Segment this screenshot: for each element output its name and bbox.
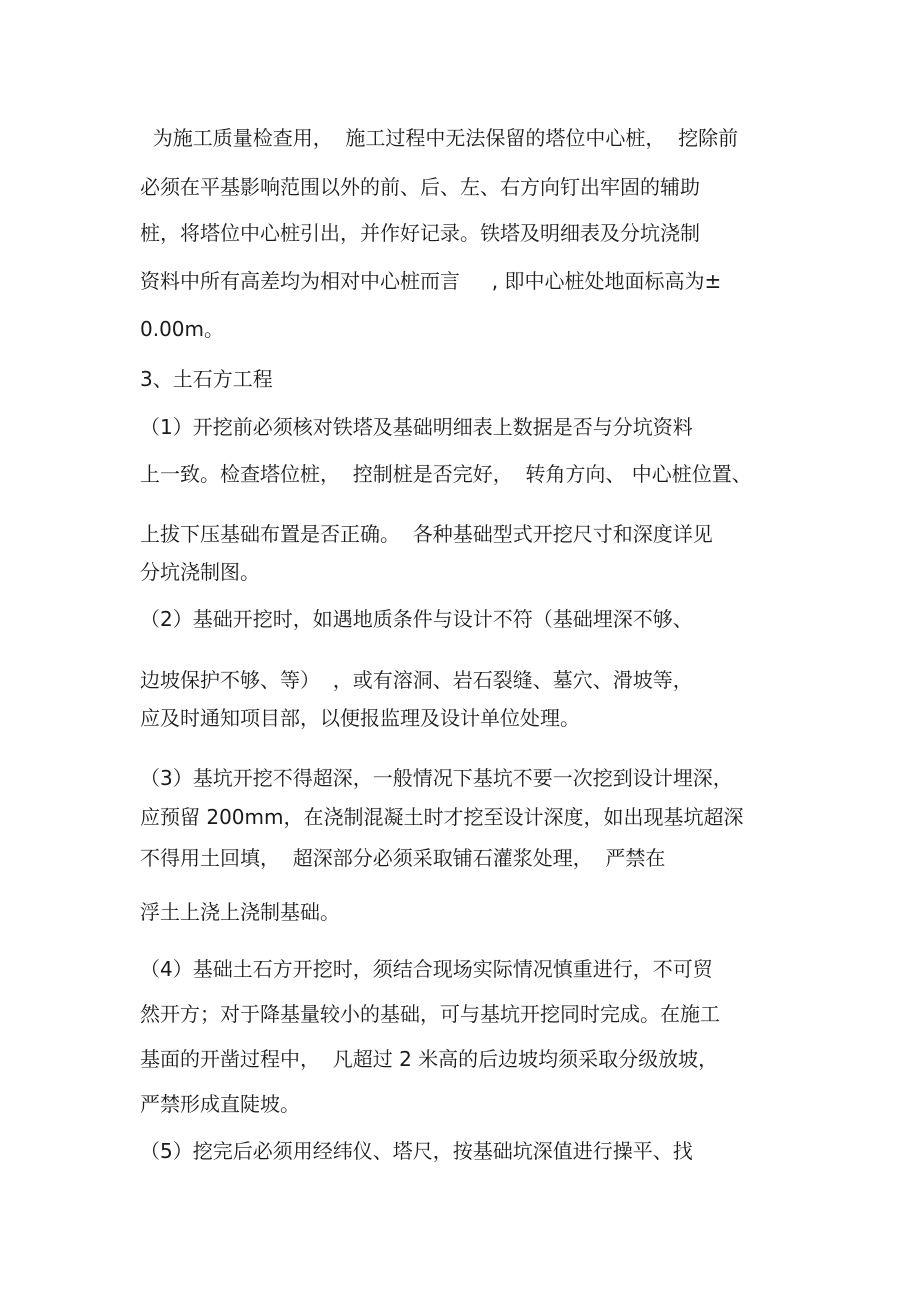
section-heading: 3、土石方工程	[140, 367, 273, 391]
paragraph-line: 然开方；对于降基量较小的基础，可与基坑开挖同时完成。在施工	[140, 1002, 720, 1026]
paragraph-line: 应及时通知项目部，以便报监理及设计单位处理。	[140, 706, 580, 730]
paragraph-line: （4）基础土石方开挖时，须结合现场实际情况慎重进行，不可贸	[140, 957, 713, 981]
paragraph-line: 应预留 200mm，在浇制混凝土时才挖至设计深度，如出现基坑超深	[140, 805, 744, 829]
paragraph-line: 浮土上浇上浇制基础。	[140, 900, 340, 924]
paragraph-line: （3）基坑开挖不得超深，一般情况下基坑不要一次挖到设计埋深，	[140, 766, 733, 790]
paragraph-line: 0.00m。	[140, 317, 225, 341]
paragraph-line: 不得用土回填， 超深部分必须采取铺石灌浆处理， 严禁在	[140, 846, 666, 870]
paragraph-line: 必须在平基影响范围以外的前、后、左、右方向钉出牢固的辅助	[140, 175, 700, 199]
paragraph-line: 严禁形成直陡坡。	[140, 1092, 300, 1116]
paragraph-line: （2）基础开挖时，如遇地质条件与设计不符（基础埋深不够、	[140, 607, 693, 631]
paragraph-line: 分坑浇制图。	[140, 560, 260, 584]
paragraph-line: 资料中所有高差均为相对中心桩而言 , 即中心桩处地面标高为±	[140, 269, 722, 293]
paragraph-line: 上拔下压基础布置是否正确。 各种基础型式开挖尺寸和深度详见	[140, 522, 713, 546]
paragraph-line: 基面的开凿过程中， 凡超过 2 米高的后边坡均须采取分级放坡，	[140, 1047, 719, 1071]
paragraph-line: 桩，将塔位中心桩引出，并作好记录。铁塔及明细表及分坑浇制	[140, 221, 700, 245]
paragraph-line: （1）开挖前必须核对铁塔及基础明细表上数据是否与分坑资料	[140, 415, 693, 439]
paragraph-line: （5）挖完后必须用经纬仪、塔尺，按基础坑深值进行操平、找	[140, 1139, 693, 1163]
paragraph-line: 边坡保护不够、等） ，或有溶洞、岩石裂缝、墓穴、滑坡等，	[140, 668, 693, 692]
paragraph-line: 上一致。检查塔位桩， 控制桩是否完好， 转角方向、 中心桩位置、	[140, 462, 752, 486]
paragraph-line: 为施工质量检查用， 施工过程中无法保留的塔位中心桩， 挖除前	[140, 126, 739, 150]
